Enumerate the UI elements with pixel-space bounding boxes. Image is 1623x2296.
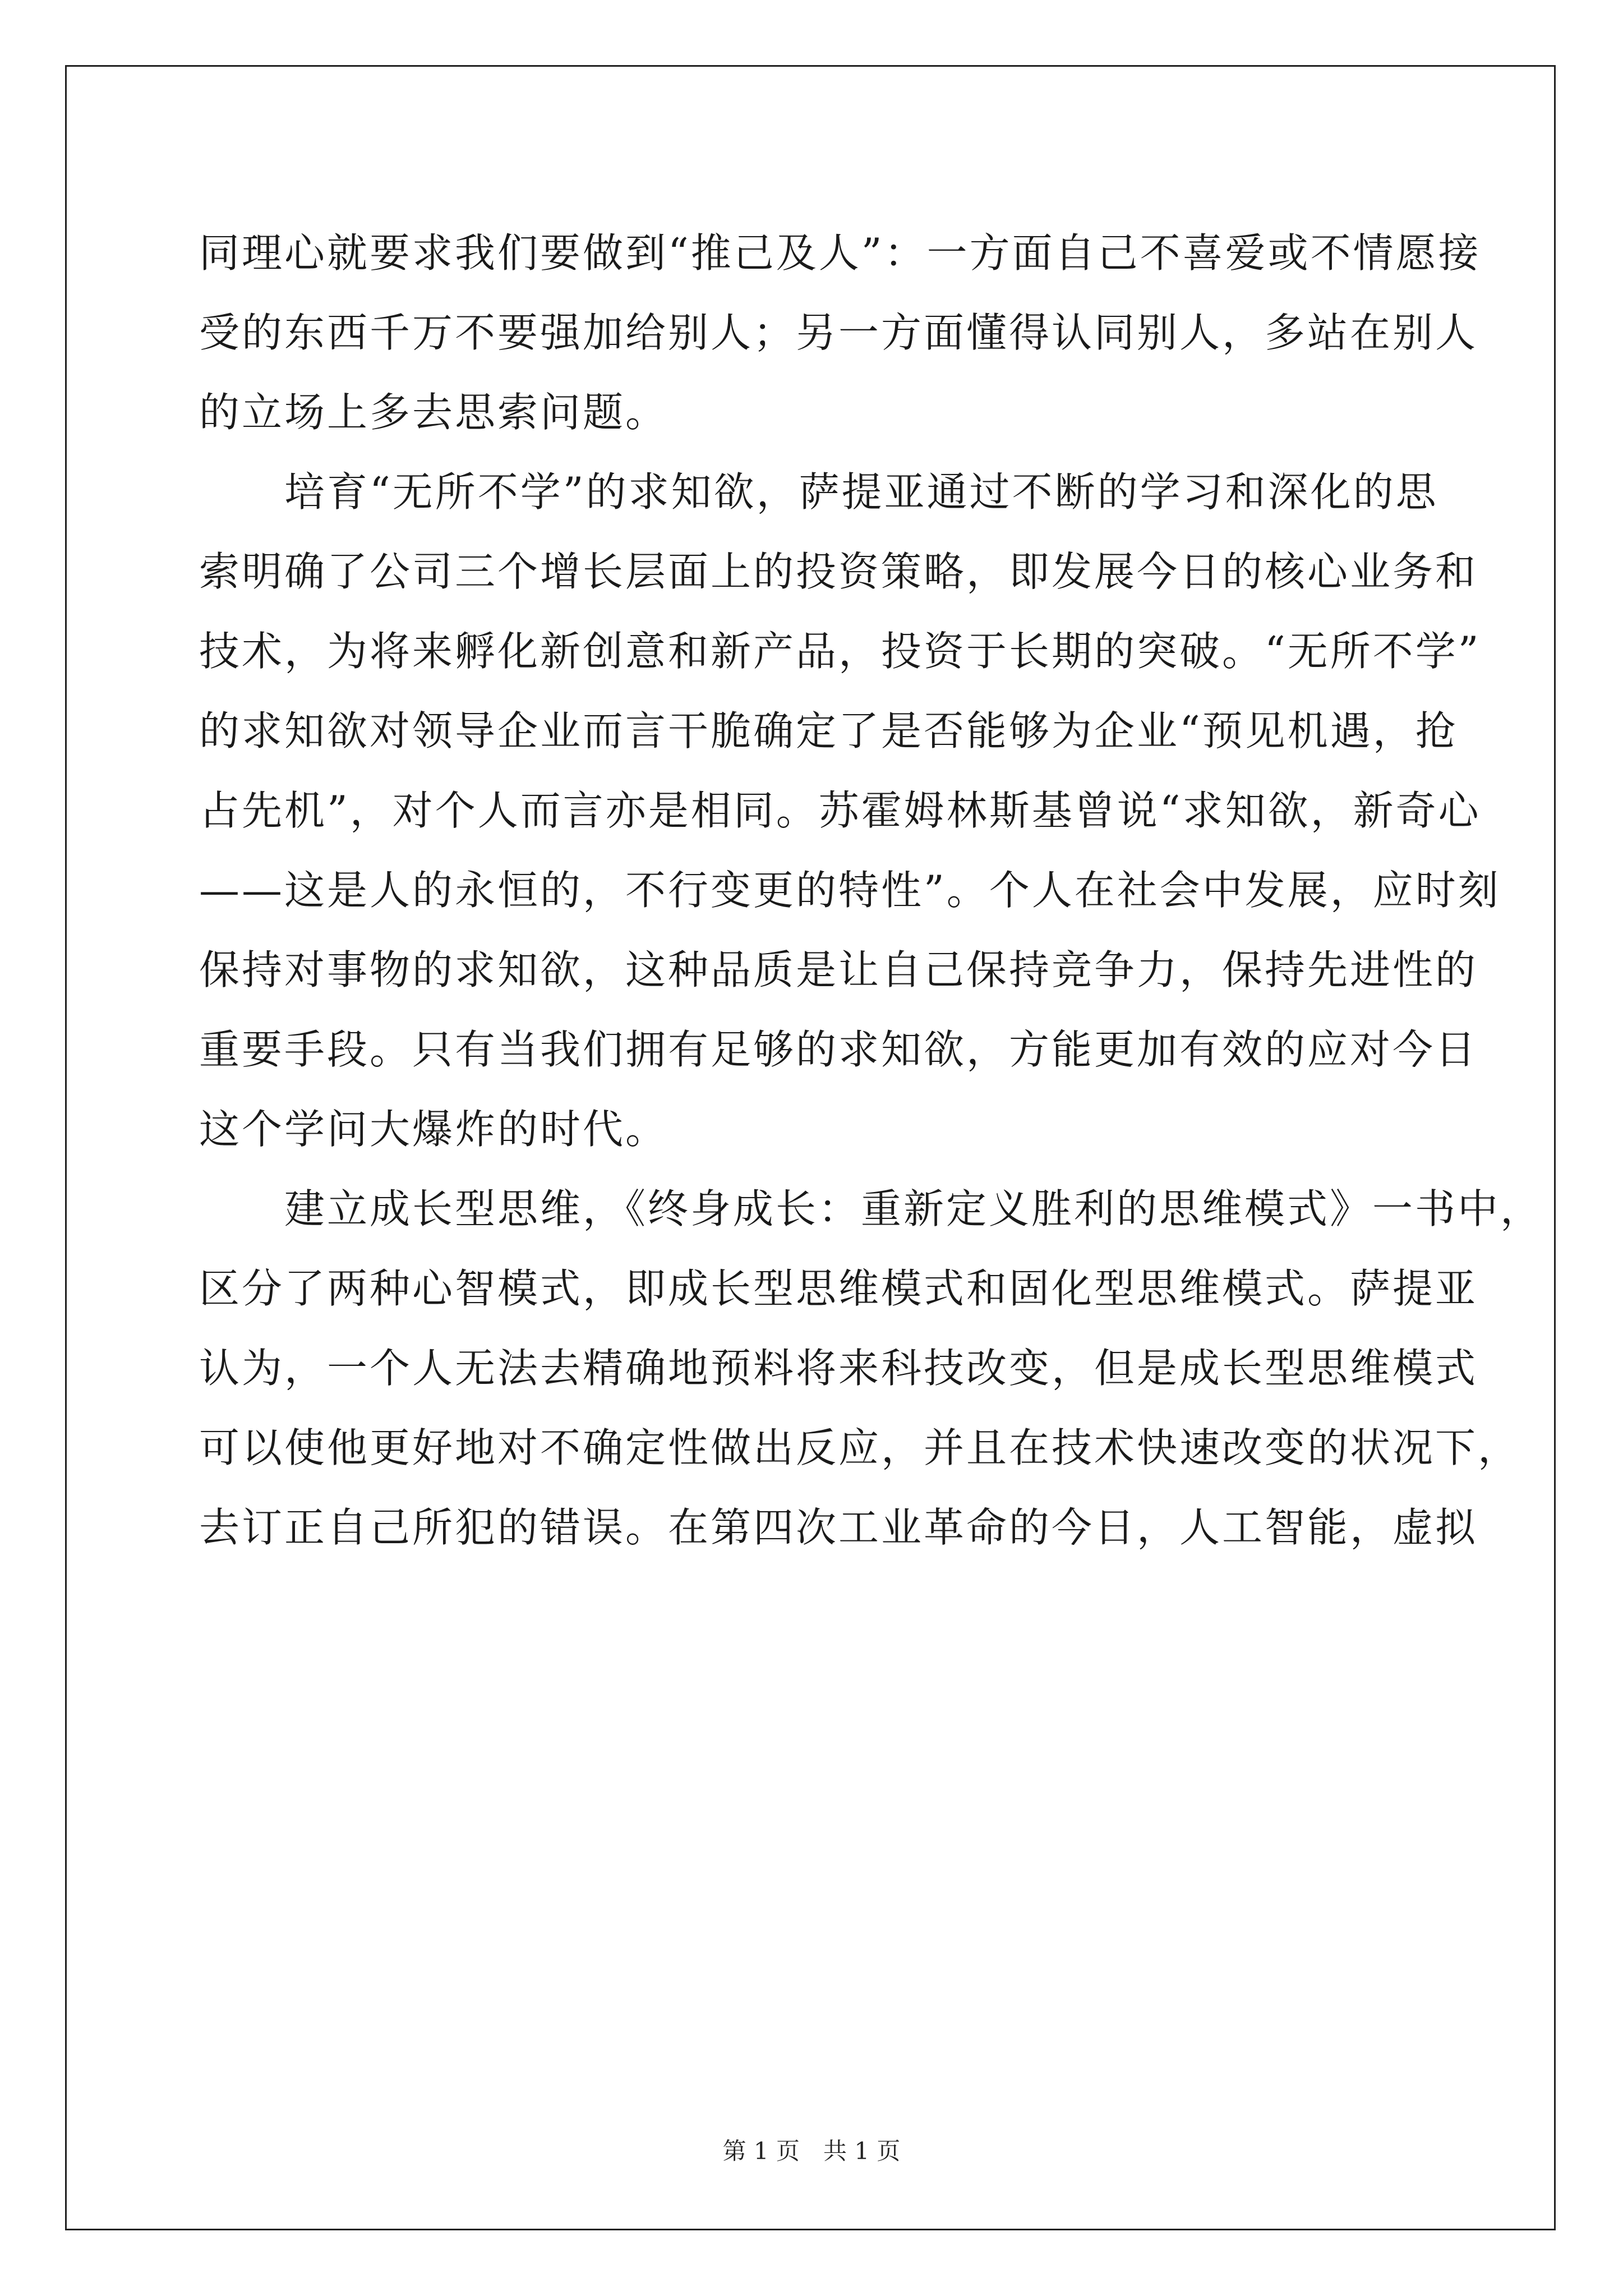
text-line: 认为，一个人无法去精确地预料将来科技改变，但是成长型思维模式 [199, 1345, 1478, 1392]
text-line: 培育“无所不学”的求知欲，萨提亚通过不断的学习和深化的思 [199, 468, 1438, 516]
text-line: 可以使他更好地对不确定性做出反应，并且在技术快速改变的状况下， [199, 1424, 1521, 1471]
document-body [199, 213, 1543, 1567]
text-line: 占先机”，对个人而言亦是相同。苏霍姆林斯基曾说“求知欲，新奇心 [199, 787, 1481, 834]
text-line: 的立场上多去思索问题。 [199, 389, 668, 436]
text-line: 建立成长型思维，《终身成长：重新定义胜利的思维模式》一书中， [199, 1185, 1543, 1232]
text-line: 这个学问大爆炸的时代。 [199, 1106, 668, 1153]
text-line: 保持对事物的求知欲，这种品质是让自己保持竞争力，保持先进性的 [199, 946, 1478, 993]
text-line: 同理心就要求我们要做到“推己及人”：一方面自己不喜爱或不情愿接 [199, 229, 1481, 277]
text-line: 受的东西千万不要强加给别人；另一方面懂得认同别人，多站在别人 [199, 309, 1478, 356]
text-line: 区分了两种心智模式，即成长型思维模式和固化型思维模式。萨提亚 [199, 1265, 1478, 1312]
text-line: 索明确了公司三个增长层面上的投资策略，即发展今日的核心业务和 [199, 548, 1478, 595]
text-line: 去订正自己所犯的错误。在第四次工业革命的今日，人工智能，虚拟 [199, 1504, 1478, 1551]
text-line: 重要手段。只有当我们拥有足够的求知欲，方能更加有效的应对今日 [199, 1026, 1478, 1073]
text-line: 的求知欲对领导企业而言干脆确定了是否能够为企业“预见机遇，抢 [199, 707, 1458, 754]
text-line: 技术，为将来孵化新创意和新产品，投资于长期的突破。“无所不学” [199, 628, 1481, 675]
page-footer: 第 1 页 共 1 页 [722, 2137, 901, 2165]
text-line: ——这是人的永恒的，不行变更的特性”。个人在社会中发展，应时刻 [199, 867, 1501, 914]
